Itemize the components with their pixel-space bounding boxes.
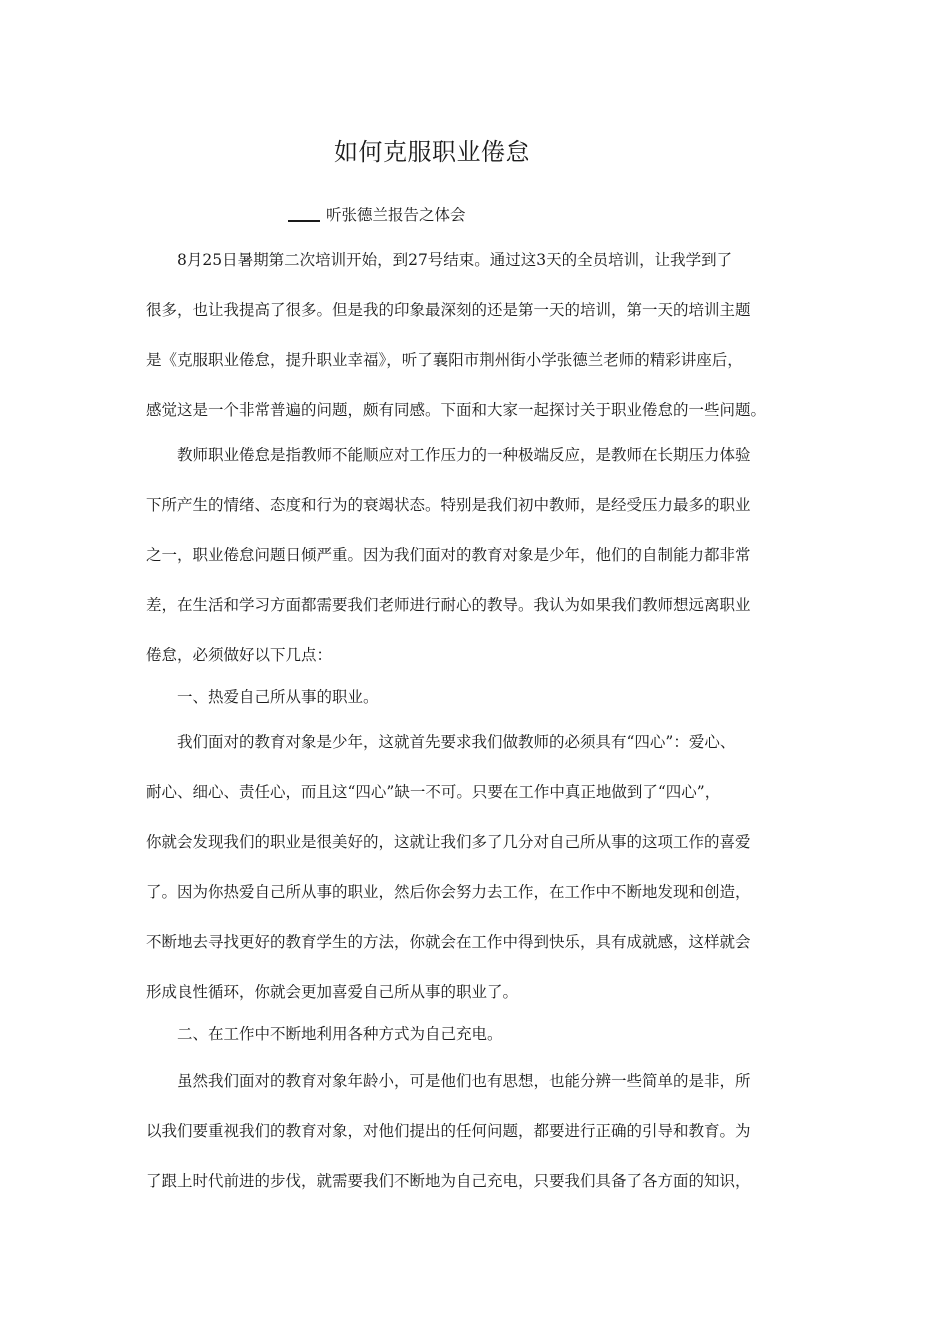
- body-line: 耐心、细心、责任心，而且这“四心”缺一不可。只要在工作中真正地做到了“四心”，: [146, 783, 721, 801]
- body-line: 下所产生的情绪、态度和行为的衰竭状态。特别是我们初中教师，是经受压力最多的职业: [146, 496, 751, 514]
- body-line: 教师职业倦怠是指教师不能顺应对工作压力的一种极端反应，是教师在长期压力体验: [177, 446, 751, 464]
- body-line: 你就会发现我们的职业是很美好的，这就让我们多了几分对自己所从事的这项工作的喜爱: [146, 833, 751, 851]
- body-line: 很多，也让我提高了很多。但是我的印象最深刻的还是第一天的培训，第一天的培训主题: [146, 301, 751, 319]
- body-line: 了跟上时代前进的步伐，就需要我们不断地为自己充电，只要我们具备了各方面的知识，: [146, 1172, 751, 1190]
- document-subtitle: [288, 203, 466, 227]
- body-line: 感觉这是一个非常普遍的问题，颇有同感。下面和大家一起探讨关于职业倦怠的一些问题。: [146, 401, 767, 419]
- subtitle-text: 听张德兰报告之体会: [326, 206, 466, 224]
- body-line: 8月25日暑期第二次培训开始，到27号结束。通过这3天的全员培训，让我学到了: [177, 251, 733, 269]
- body-line: 了。因为你热爱自己所从事的职业，然后你会努力去工作，在工作中不断地发现和创造，: [146, 883, 751, 901]
- body-line: 倦怠，必须做好以下几点：: [146, 646, 333, 664]
- body-line: 是《克服职业倦怠，提升职业幸福》，听了襄阳市荆州街小学张德兰老师的精彩讲座后，: [146, 351, 743, 369]
- body-line: 不断地去寻找更好的教育学生的方法，你就会在工作中得到快乐，具有成就感，这样就会: [146, 933, 751, 951]
- body-line: 虽然我们面对的教育对象年龄小，可是他们也有思想，也能分辨一些简单的是非，所: [177, 1072, 751, 1090]
- document-title: 如何克服职业倦怠: [334, 138, 530, 166]
- section-heading: 二、在工作中不断地利用各种方式为自己充电。: [177, 1025, 503, 1043]
- section-heading: 一、热爱自己所从事的职业。: [177, 688, 379, 706]
- body-line: 以我们要重视我们的教育对象，对他们提出的任何问题，都要进行正确的引导和教育。为: [146, 1122, 751, 1140]
- body-line: 之一，职业倦怠问题日倾严重。因为我们面对的教育对象是少年，他们的自制能力都非常: [146, 546, 751, 564]
- body-line: 差，在生活和学习方面都需要我们老师进行耐心的教导。我认为如果我们教师想远离职业: [146, 596, 751, 614]
- body-line: 我们面对的教育对象是少年，这就首先要求我们做教师的必须具有“四心”：爱心、: [177, 733, 736, 751]
- body-line: 形成良性循环，你就会更加喜爱自己所从事的职业了。: [146, 983, 519, 1001]
- subtitle-dash-rule: [288, 220, 320, 222]
